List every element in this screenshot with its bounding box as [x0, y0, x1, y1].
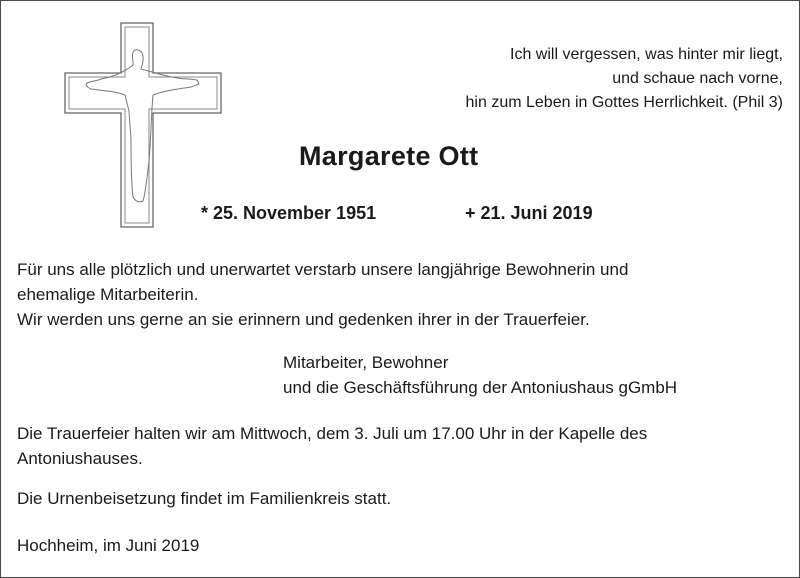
mourners-signature	[283, 350, 677, 400]
deceased-name: Margarete Ott	[299, 141, 479, 171]
text-line: Wir werden uns gerne an sie erinnern und gedenken ihrer in der Trauerfeier.	[17, 310, 590, 329]
bible-quote	[466, 43, 783, 115]
quote-line: hin zum Leben in Gottes Herrlichkeit. (Phil 3)	[465, 94, 783, 111]
crucifix-icon	[61, 21, 225, 231]
birth-date: * 25. November 1951	[201, 203, 377, 223]
text-line: Antoniushauses.	[17, 449, 143, 468]
ceremony-text	[17, 421, 647, 471]
death-date: + 21. Juni 2019	[465, 203, 593, 223]
burial-text: Die Urnenbeisetzung findet im Familienkreis statt.	[17, 489, 392, 508]
quote-line: Ich will vergessen, was hinter mir liegt,	[510, 46, 783, 63]
text-line: Die Trauerfeier halten wir am Mittwoch, dem 3. Juli um 17.00 Uhr in der Kapelle des	[17, 424, 648, 443]
place-date: Hochheim, im Juni 2019	[17, 536, 200, 555]
text-line: Mitarbeiter, Bewohner	[283, 353, 449, 372]
announcement-text	[17, 257, 628, 332]
text-line: ehemalige Mitarbeiterin.	[17, 285, 199, 304]
quote-line: und schaue nach vorne,	[612, 70, 783, 87]
text-line: und die Geschäftsführung der Antoniushaus gGmbH	[283, 378, 678, 397]
text-line: Für uns alle plötzlich und unerwartet verstarb unsere langjährige Bewohnerin und	[17, 260, 629, 279]
